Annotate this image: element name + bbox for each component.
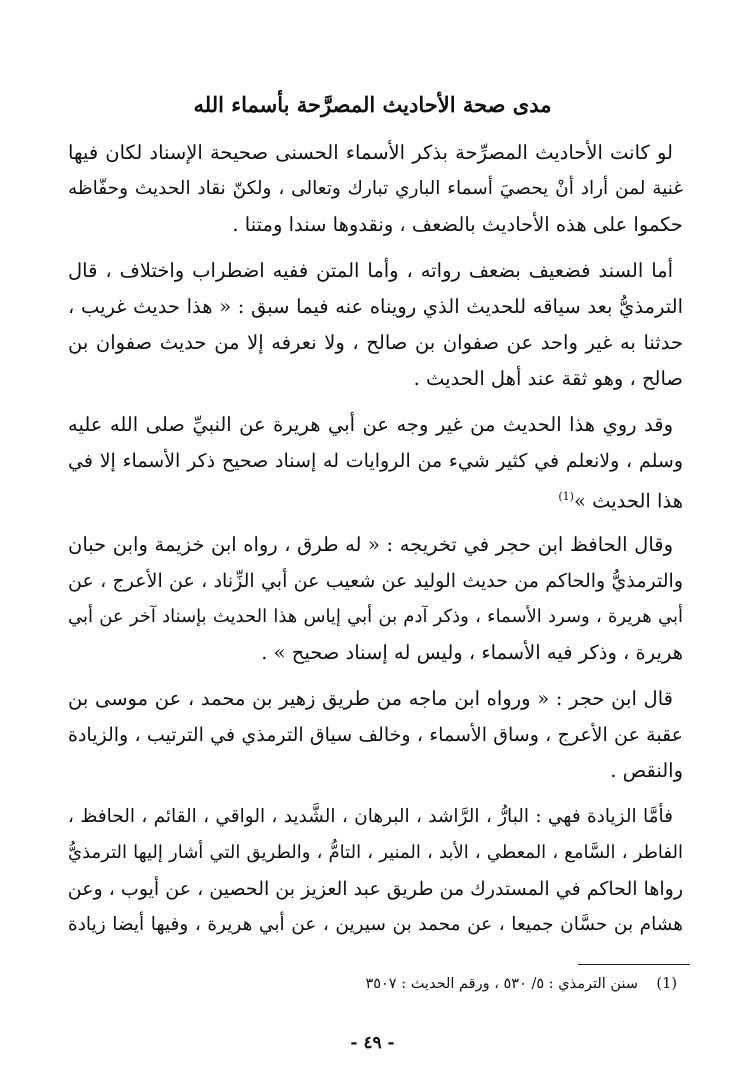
text-line: أما السند فضعيف بضعف رواته ، وأما المتن ففيه اضطراب واختلاف ، قال <box>68 259 673 282</box>
page-title: مدى صحة الأحاديث المصرَّحة بأسماء الله <box>193 92 552 117</box>
text-line: غنية لمن أراد أنْ يحصيَ أسماء الباري تبارك وتعالى ، ولكنّ نقاد الحديث وحفّاظه <box>68 178 683 199</box>
footnote-divider <box>578 964 690 965</box>
text-line: وسلم ، ولانعلم في كثير شيء من الروايات له إسناد صحيح ذكر الأسماء إلا في <box>68 450 683 472</box>
footnote-marker: (1) <box>656 976 677 992</box>
page-number: - ٤٩ - <box>350 1033 395 1053</box>
text-line: عقبة عن الأعرج ، وساق الأسماء ، وخالف سياق الترمذي في الترتيب ، والزيادة <box>68 724 683 746</box>
text-line: هشام بن حسَّان جميعا ، عن محمد بن سيرين ، عن أبي هريرة ، وفيها أيضا زيادة <box>68 914 683 935</box>
text-line: هريرة ، وذكر فيه الأسماء ، وليس له إسناد صحيح » . <box>261 641 683 664</box>
text-line: رواها الحاكم في المستدرك من طريق عبد العزيز بن الحصين ، عن أيوب ، وعن <box>67 878 683 900</box>
text-line: وقد روي هذا الحديث من غير وجه عن أبي هريرة عن النبيِّ صلى الله عليه <box>68 413 673 436</box>
text-line: والترمذيُّ والحاكم من حديث الوليد عن شعيب عن أبي الزِّناد ، عن الأعرج ، عن <box>68 570 683 592</box>
text-line: الترمذيُّ بعد سياقه للحديث الذي رويناه عنه فيما سبق : « هذا حديث غريب ، <box>68 295 683 318</box>
text-line: صالح ، وهو ثقة عند أهل الحديث . <box>413 367 683 390</box>
text-line: حدثنا به غير واحد عن صفوان بن صالح ، ولا نعرفه إلا من حديث صفوان بن <box>68 331 683 354</box>
text-line: أبي هريرة ، وسرد الأسماء ، وذكر آدم بن أبي إياس هذا الحديث بإسناد آخر عن أبي <box>68 606 683 627</box>
text-line: والنقص . <box>610 759 683 782</box>
text-line: وقال الحافظ ابن حجر في تخريجه : « له طرق ، رواه ابن خزيمة وابن حبان <box>68 533 673 556</box>
text-line: فأمَّا الزيادة فهي : البارُّ ، الرَّاشد ، البرهان ، الشَّديد ، الواقي ، القائم ، الحافظ ، <box>68 806 673 827</box>
footnote-marker: (1) <box>558 490 574 503</box>
footnote <box>365 972 677 996</box>
text-line: لو كانت الأحاديث المصرِّحة بذكر الأسماء الحسنى صحيحة الإسناد لكان فيها <box>68 141 673 164</box>
text-line: حكموا على هذه الأحاديث بالضعف ، ونقدوها سندا ومتنا . <box>232 213 683 236</box>
text-line-content: هذا الحديث » <box>573 489 683 513</box>
text-line <box>68 482 683 512</box>
text-line: قال ابن حجر : « ورواه ابن ماجه من طريق زهير بن محمد ، عن موسى بن <box>68 687 673 710</box>
text-line: الفاطر ، السَّامع ، المعطي ، الأبد ، المنير ، التامُّ ، والطريق التي أشار إليها الترمذيُّ <box>68 842 683 863</box>
footnote-text: سنن الترمذي : ٥/ ٥٣٠ ، ورقم الحديث : ٣٥٠٧ <box>365 976 638 992</box>
